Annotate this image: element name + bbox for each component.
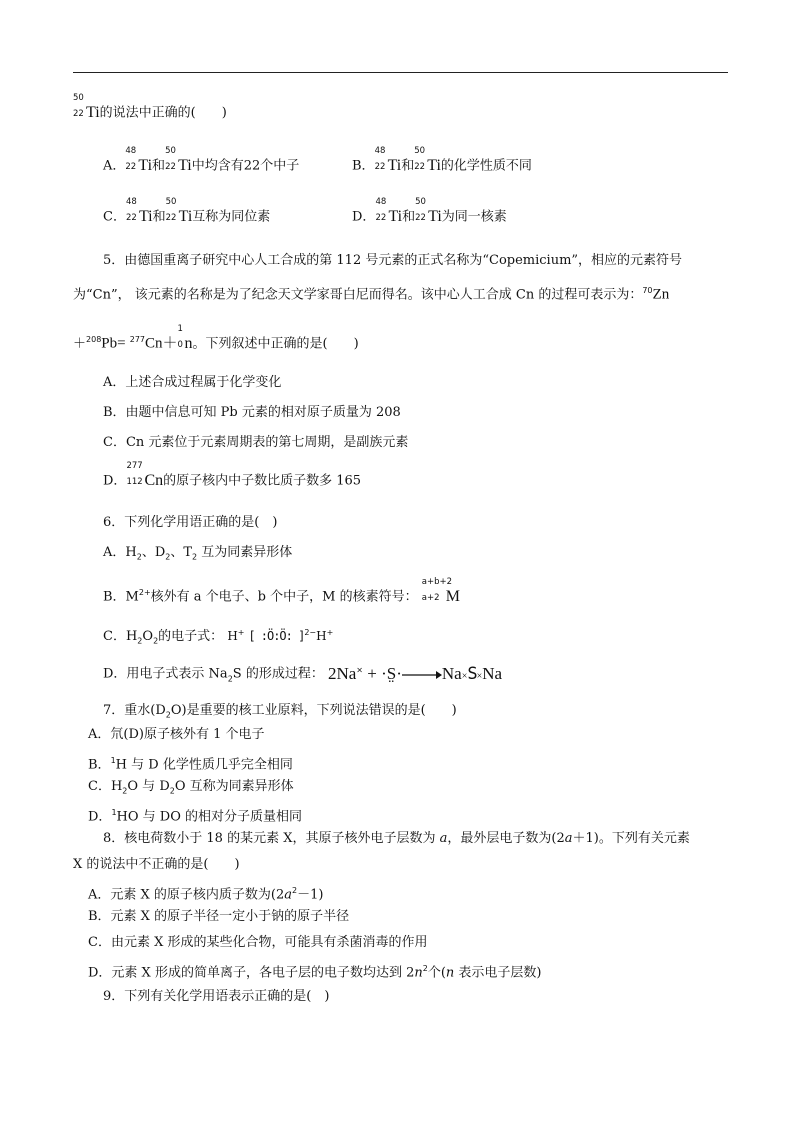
q5-stem-line3: ＋$^{208}$Pb= $^{277}$Cn＋ 1 0 n。下列叙述中正确的是( ): [73, 323, 359, 352]
q7-stem: 7．重水$(D_2O)$是重要的核工业原料，下列说法错误的是( ): [103, 703, 457, 720]
q8-stem-line1: 8．核电荷数小于 18 的某元素 X，其原子核外电子层数为 a，最外层电子数为(2a＋1)。下列有关元素: [103, 831, 690, 846]
q4-option-c: C． 48 22 Ti和 50 22 Ti互称为同位素: [103, 197, 271, 225]
q6-option-d: D．用电子式表示 $Na_2S$ 的形成过程： 2Na× + ·S̤· Na×S×Na: [103, 663, 503, 684]
h2o2-electron-formula: H+ [ :Ö:Ö: ]$^{2-}$H+: [227, 628, 334, 643]
q6-stem: 6．下列化学用语正确的是( ): [103, 515, 278, 530]
q7-option-a: A．氘(D)原子核外有 1 个电子: [88, 727, 265, 742]
q4-stem: 50 22 Ti的说法中正确的( ): [73, 93, 227, 121]
q4-option-b: B． 48 22 Ti和 50 22 Ti的化学性质不同: [352, 146, 532, 174]
q5-option-b: B．由题中信息可知 Pb 元素的相对原子质量为 208: [103, 405, 401, 420]
q5-option-c: C．Cn 元素位于元素周期表的第七周期，是副族元素: [103, 435, 409, 450]
reaction-arrow: [402, 670, 442, 680]
m-nuclide-symbol: a+b+2 a+2 M: [421, 576, 460, 605]
q5-stem-line1: 5．由德国重离子研究中心人工合成的第 112 号元素的正式名称为“Copemicium”，相应的元素符号: [103, 253, 683, 268]
q5-option-d: D． 277 112 Cn的原子核内中子数比质子数多 165: [103, 461, 362, 489]
q7-option-d: D．$^1$HO 与 DO 的相对分子质量相同: [88, 808, 303, 825]
q7-option-c: C．$H_2O$ 与 $D_2O$ 互称为同素异形体: [88, 779, 294, 796]
q8-option-b: B．元素 X 的原子半径一定小于钠的原子半径: [88, 909, 350, 924]
q5-stem-line2: 为“Cn”， 该元素的名称是为了纪念天文学家哥白尼而得名。该中心人工合成 Cn 的过程可表示为：$^{70}$Zn: [73, 286, 670, 303]
q6-option-b: B．$M^{2+}$核外有 a 个电子、b 个中子，M 的核素符号： a+b+2 a+2 M: [103, 576, 460, 605]
q4-option-a: A． 48 22 Ti和 50 22 Ti中均含有22个中子: [103, 146, 300, 174]
neutron-symbol: 1 0 n: [177, 323, 193, 352]
q9-stem: 9．下列有关化学用语表示正确的是( ): [103, 989, 330, 1004]
q8-stem-line2: X 的说法中不正确的是( ): [73, 857, 240, 872]
q8-option-c: C．由元素 X 形成的某些化合物，可能具有杀菌消毒的作用: [88, 935, 428, 950]
q7-option-b: B．$^1$H 与 D 化学性质几乎完全相同: [88, 756, 293, 773]
q5-option-a: A．上述合成过程属于化学变化: [103, 375, 282, 390]
na2s-formation-formula: 2Na× + ·S̤· Na×S×Na: [327, 663, 503, 684]
nuclide-ti50: 50 22 Ti: [73, 93, 100, 121]
q8-option-a: A．元素 X 的原子核内质子数为$(2a^2-1)$: [88, 886, 324, 903]
q8-option-d: D．元素 X 形成的简单离子，各电子层的电子数均达到 $2n^2$个(n 表示电子层数): [88, 964, 542, 981]
q4-option-d: D． 48 22 Ti和 50 22 Ti为同一核素: [352, 197, 507, 225]
q6-option-c: C．$H_2O_2$的电子式： H+ [ :Ö:Ö: ]$^{2-}$H+: [103, 628, 334, 646]
q6-option-a: A．$H_2$、$D_2$、$T_2$ 互为同素异形体: [103, 545, 293, 562]
header-rule: [73, 72, 728, 73]
